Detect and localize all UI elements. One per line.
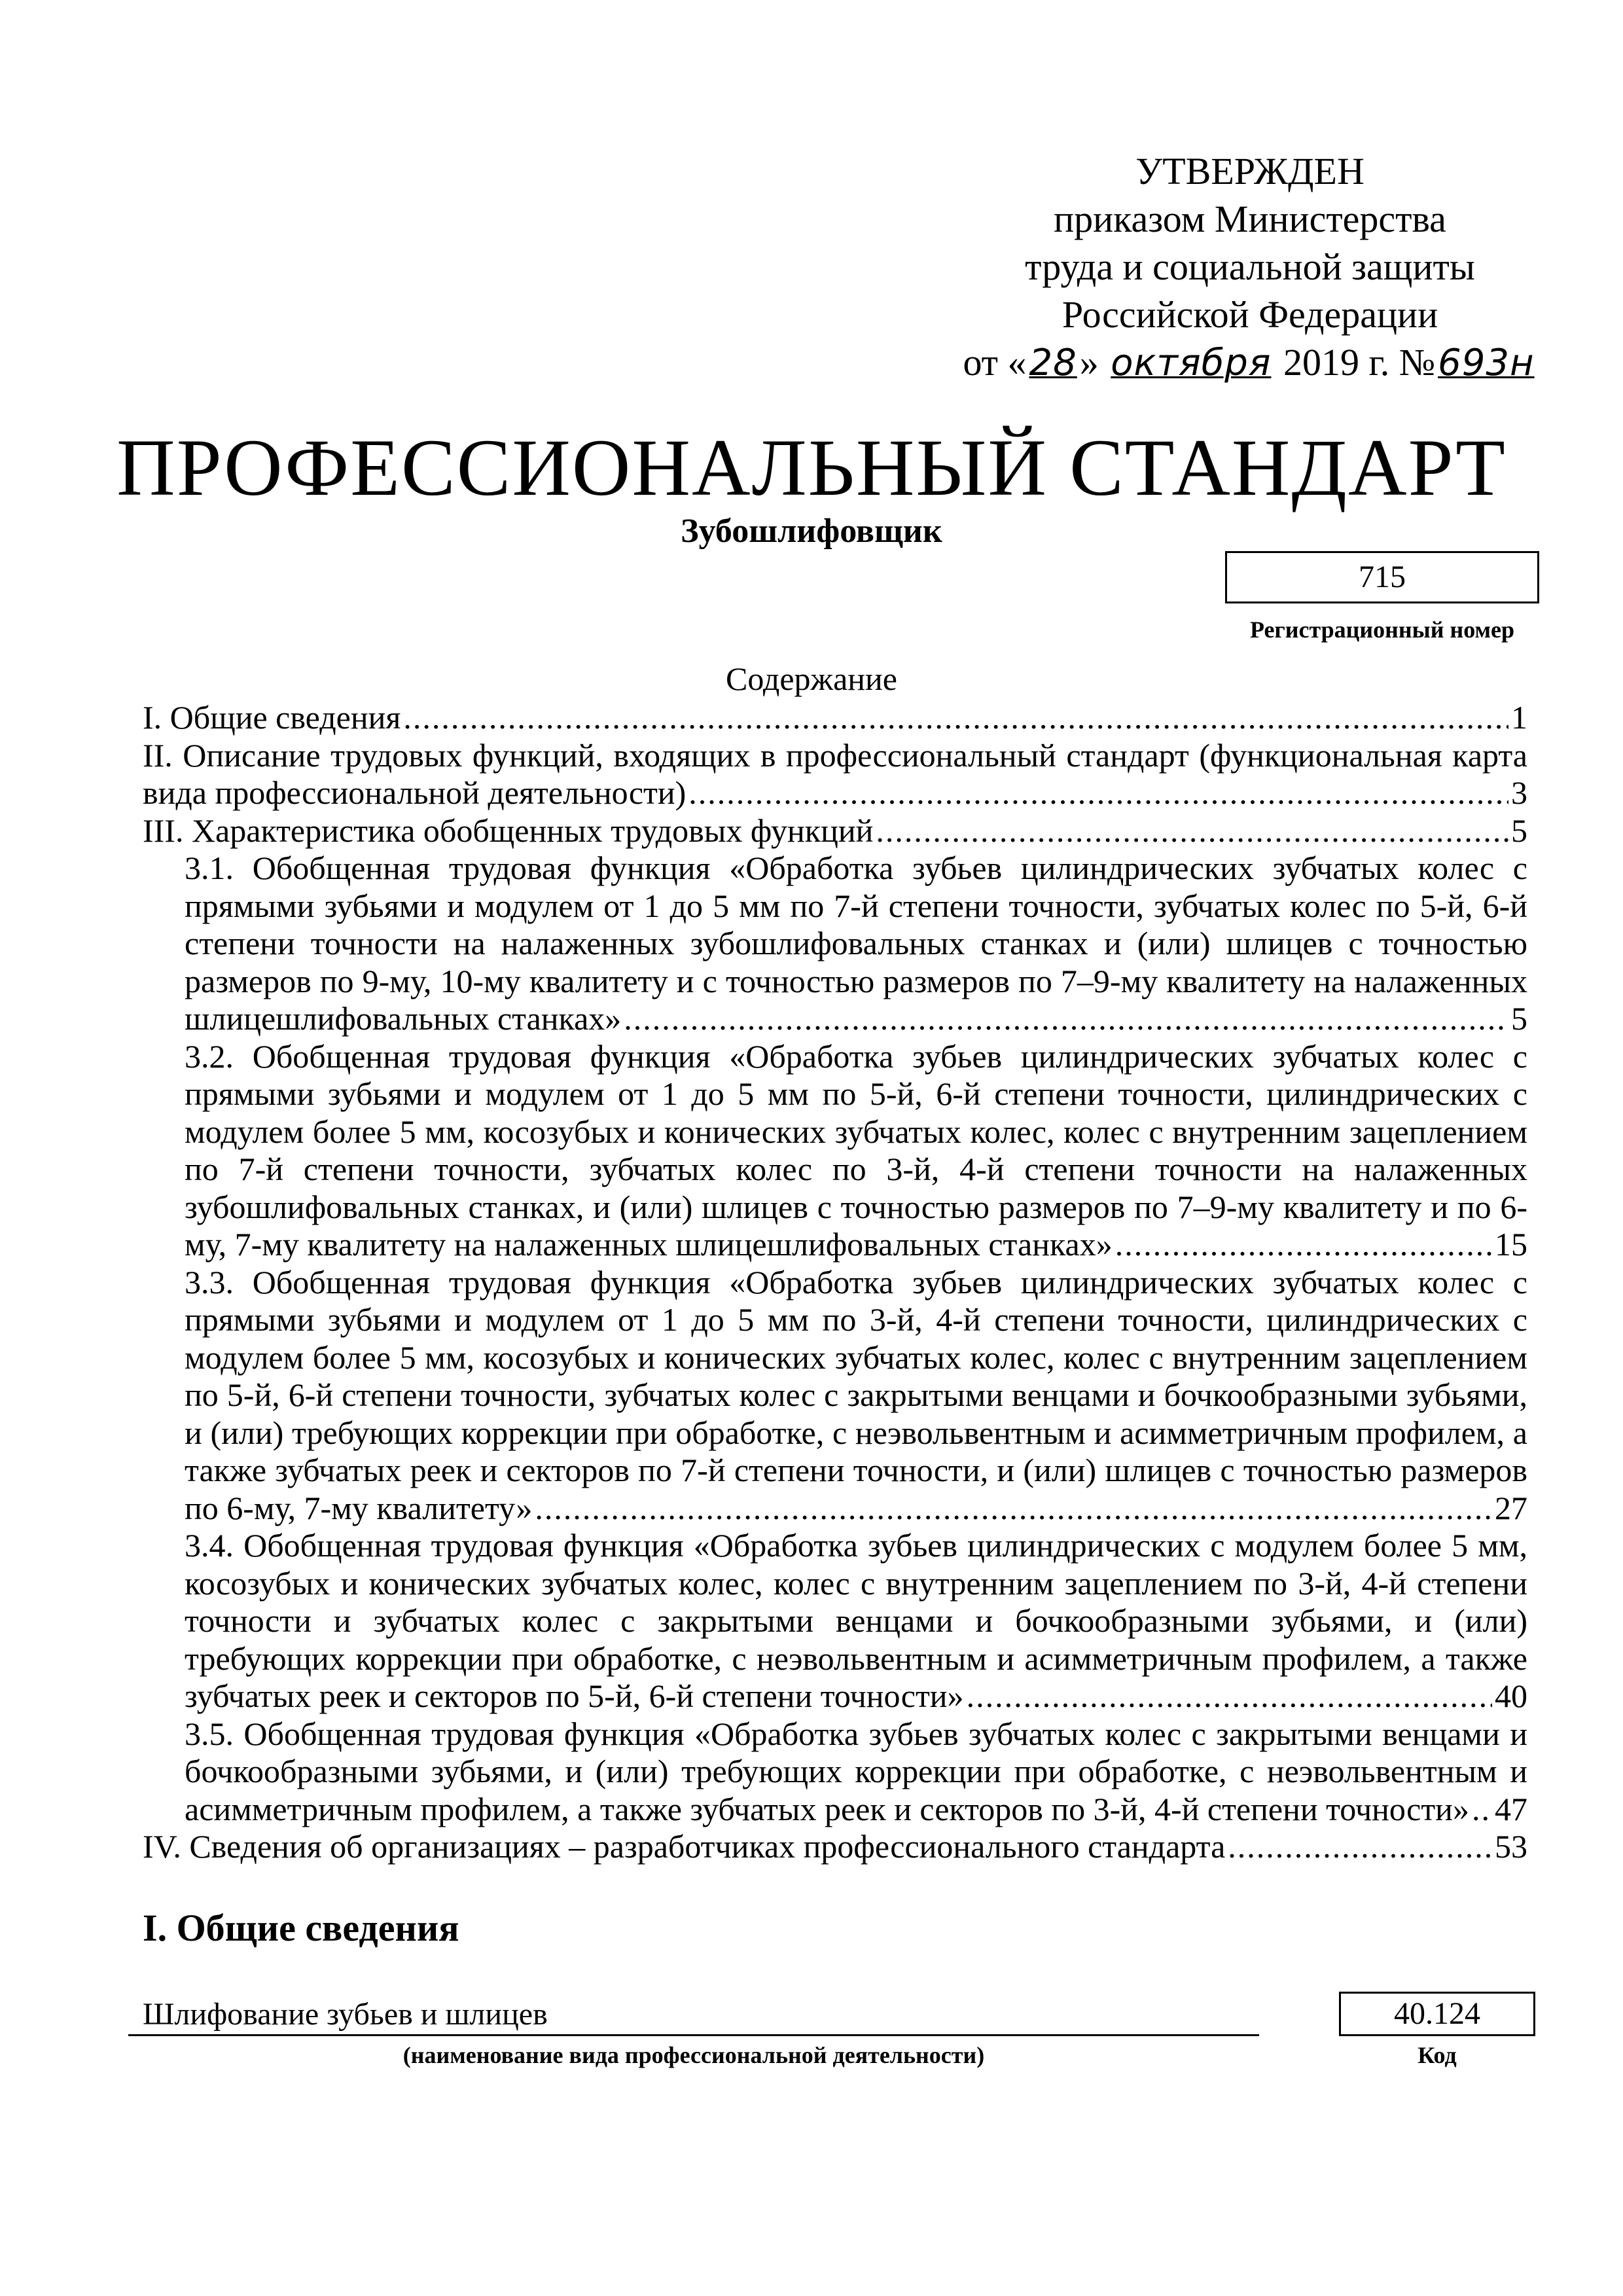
toc-entry-text: зубчатых реек и секторов по 5-й, 6-й степени точности» bbox=[185, 1677, 964, 1714]
handwritten-month: октября bbox=[1111, 342, 1272, 384]
table-of-contents bbox=[143, 699, 1527, 1866]
handwritten-order-number: 693н bbox=[1438, 342, 1535, 384]
toc-leader bbox=[624, 1000, 1508, 1038]
document-subtitle: Зубошлифовщик bbox=[681, 512, 942, 550]
toc-entry-text-before: 3.1. Обобщенная трудовая функция «Обработка зубьев цилиндрических зубчатых колес с прямыми зубьями и модулем от 1 до 5 мм по 7-й степени точности, зубчатых колес по 5-й, 6-й степени точности на налаженных зубошлифовальных станках и (или) шлицев с точностью размеров по 9-му, 10-му квалитету и с точностью размеров по 7–9-му квалитету на налаженных bbox=[185, 850, 1527, 999]
toc-entry-text: по 6-му, 7-му квалитету» bbox=[185, 1489, 533, 1526]
approval-line-ministry: приказом Министерства bbox=[1054, 198, 1446, 240]
toc-page-number: 5 bbox=[1511, 812, 1527, 849]
section-heading: I. Общие сведения bbox=[143, 1907, 459, 1949]
toc-entry-text: шлицешлифовальных станках» bbox=[185, 1000, 622, 1037]
toc-entry-4[interactable] bbox=[143, 1828, 1527, 1866]
toc-entry-text-before: II. Описание трудовых функций, входящих в профессиональный стандарт (функциональная карта bbox=[143, 736, 1527, 774]
toc-entry-3-3[interactable] bbox=[143, 1264, 1527, 1528]
toc-entry-text-before: 3.4. Обобщенная трудовая функция «Обработка зубьев цилиндрических с модулем более 5 мм, косозубых и конических зубчатых колес, колес с внутренним зацеплением по 3-й, 4-й степени точности и зубчатых колес с закрытыми венцами и бочкообразными зубьями, и (или) требующих коррекции при обработке, с неэвольвентным и асимметричным профилем, а также bbox=[185, 1527, 1527, 1677]
toc-entry-text: му, 7-му квалитету на налаженных шлицешлифовальных станках» bbox=[185, 1226, 1113, 1263]
toc-entry-3-4[interactable] bbox=[143, 1527, 1527, 1715]
approval-heading: УТВЕРЖДЕН bbox=[1135, 150, 1364, 192]
date-prefix: от « bbox=[963, 341, 1027, 384]
activity-code-box: 40.124 bbox=[1339, 1992, 1535, 2036]
toc-leader bbox=[876, 812, 1508, 850]
toc-leader bbox=[688, 774, 1508, 812]
date-year: 2019 г. № bbox=[1283, 341, 1436, 384]
toc-leader bbox=[1228, 1828, 1492, 1866]
toc-entry-text: IV. Сведения об организациях – разработчиках профессионального стандарта bbox=[143, 1828, 1226, 1865]
toc-entry-3-5[interactable] bbox=[143, 1715, 1527, 1829]
approval-date-line bbox=[903, 338, 1597, 387]
toc-leader bbox=[1472, 1791, 1492, 1829]
activity-name: Шлифование зубьев и шлицев bbox=[143, 1997, 548, 2032]
toc-entry-3[interactable] bbox=[143, 812, 1527, 850]
toc-entry-2[interactable] bbox=[143, 737, 1527, 812]
document-title: ПРОФЕССИОНАЛЬНЫЙ СТАНДАРТ bbox=[116, 423, 1507, 512]
toc-page-number: 40 bbox=[1495, 1677, 1527, 1714]
toc-page-number: 15 bbox=[1495, 1226, 1527, 1263]
date-mid: » bbox=[1079, 341, 1099, 384]
toc-entry-text: асимметричным профилем, а также зубчатых реек и секторов по 3-й, 4-й степени точности» bbox=[185, 1790, 1469, 1827]
toc-entry-text-before: 3.3. Обобщенная трудовая функция «Обработка зубьев цилиндрических зубчатых колес с прямыми зубьями и модулем от 1 до 5 мм по 3-й, 4-й степени точности, цилиндрических с модулем более 5 мм, косозубых и конических зубчатых колес, колес с внутренним зацеплением по 5-й, 6-й степени точности, зубчатых колес с закрытыми венцами и бочкообразными зубьями, и (или) требующих коррекции при обработке, с неэвольвентным и асимметричным профилем, а также зубчатых реек и секторов по 7-й степени точности, и (или) шлицев с точностью размеров bbox=[185, 1263, 1527, 1488]
toc-leader bbox=[535, 1490, 1492, 1528]
toc-entry-3-1[interactable] bbox=[143, 850, 1527, 1038]
registration-number-box: 715 bbox=[1225, 551, 1539, 603]
toc-leader bbox=[403, 699, 1508, 737]
toc-entry-1[interactable] bbox=[143, 699, 1527, 737]
toc-entry-text: вида профессиональной деятельности) bbox=[143, 774, 687, 811]
toc-page-number: 47 bbox=[1495, 1790, 1527, 1827]
toc-entry-text: III. Характеристика обобщенных трудовых функций bbox=[143, 812, 874, 849]
handwritten-day: 28 bbox=[1029, 342, 1077, 384]
toc-page-number: 3 bbox=[1511, 774, 1527, 811]
toc-leader bbox=[967, 1677, 1492, 1715]
toc-page-number: 1 bbox=[1511, 699, 1527, 736]
activity-caption: (наименование вида профессиональной деятельности) bbox=[402, 2042, 985, 2068]
contents-title: Содержание bbox=[726, 660, 897, 697]
toc-entry-text-before: 3.2. Обобщенная трудовая функция «Обработка зубьев цилиндрических зубчатых колес с прямыми зубьями и модулем от 1 до 5 мм по 5-й, 6-й степени точности, цилиндрических с модулем более 5 мм, косозубых и конических зубчатых колес, колес с внутренним зацеплением по 7-й степени точности, зубчатых колес по 3-й, 4-й степени точности на налаженных зубошлифовальных станках, и (или) шлицев с точностью размеров по 7–9-му квалитету и по 6- bbox=[185, 1037, 1527, 1225]
toc-page-number: 27 bbox=[1495, 1489, 1527, 1526]
toc-page-number: 5 bbox=[1511, 1000, 1527, 1037]
approval-block bbox=[903, 147, 1597, 387]
toc-entry-3-2[interactable] bbox=[143, 1038, 1527, 1264]
activity-code-label: Код bbox=[1418, 2042, 1457, 2068]
toc-entry-text: I. Общие сведения bbox=[143, 699, 401, 736]
toc-leader bbox=[1115, 1226, 1492, 1264]
approval-line-federation: Российской Федерации bbox=[1061, 293, 1438, 336]
toc-entry-text-before: 3.5. Обобщенная трудовая функция «Обработка зубьев зубчатых колес с закрытыми венцами и бочкообразными зубьями, и (или) требующих коррекции при обработке, с неэвольвентным и bbox=[185, 1715, 1527, 1789]
activity-underline bbox=[128, 2034, 1259, 2036]
approval-line-labor: труда и социальной защиты bbox=[1025, 245, 1475, 288]
registration-number-label: Регистрационный номер bbox=[1249, 617, 1515, 643]
toc-page-number: 53 bbox=[1495, 1828, 1527, 1865]
